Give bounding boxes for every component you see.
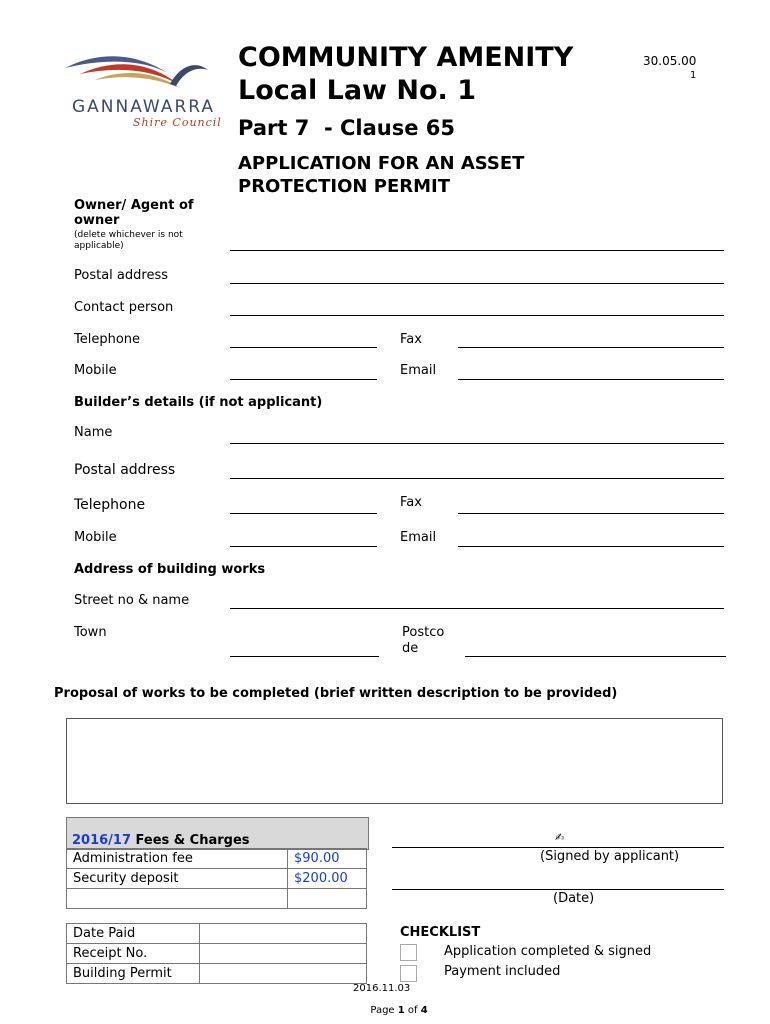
owner-note-line-2: applicable): [74, 241, 124, 251]
works-address-heading: Address of building works: [74, 562, 266, 577]
postcode-line-1: Postco: [402, 625, 445, 640]
reference-number: 1: [690, 70, 697, 81]
works-postcode-label: [402, 625, 444, 657]
page-number: [364, 994, 428, 1016]
receipt-no-field[interactable]: [200, 944, 367, 964]
council-logo: [60, 48, 210, 96]
part-clause: Part 7 - Clause 65: [238, 116, 455, 140]
builder-heading: Builder’s details (if not applicant): [74, 395, 323, 410]
owner-postal-field[interactable]: [230, 283, 724, 284]
date-field[interactable]: [392, 889, 724, 890]
works-town-label: Town: [74, 625, 107, 640]
works-street-label: Street no & name: [74, 593, 190, 608]
title-line-1: COMMUNITY AMENITY: [238, 42, 574, 73]
page-title: [238, 41, 573, 107]
table-row: [67, 889, 367, 909]
owner-heading-line-1: Owner/ Agent of: [74, 198, 194, 213]
builder-mobile-label: Mobile: [74, 530, 117, 545]
table-row: [67, 924, 367, 944]
fee-empty-cell: [67, 889, 288, 909]
table-row: [67, 849, 367, 869]
building-permit-field[interactable]: [200, 964, 367, 984]
builder-telephone-label: Telephone: [74, 497, 146, 513]
builder-postal-field[interactable]: [230, 478, 724, 479]
page-prefix: Page: [370, 1005, 398, 1016]
proposal-heading: Proposal of works to be completed (brief written description to be provided): [54, 686, 618, 701]
owner-contact-label: Contact person: [74, 300, 174, 315]
title-line-2: Local Law No. 1: [238, 75, 476, 106]
receipt-no-label: Receipt No.: [67, 944, 200, 964]
office-use-table: [66, 923, 367, 984]
fee-value: $90.00: [288, 849, 367, 869]
owner-telephone-field[interactable]: [230, 347, 377, 348]
owner-telephone-label: Telephone: [74, 332, 141, 347]
checklist-heading: CHECKLIST: [400, 925, 481, 940]
signature-field[interactable]: [392, 847, 724, 848]
owner-fax-field[interactable]: [458, 347, 724, 348]
owner-note: [74, 230, 183, 252]
fees-year: 2016/17: [72, 833, 132, 848]
fees-heading: [72, 833, 250, 848]
page-of: of: [404, 1005, 421, 1016]
fee-value: $200.00: [288, 869, 367, 889]
checklist-checkbox[interactable]: [400, 944, 417, 961]
owner-mobile-field[interactable]: [230, 379, 377, 380]
subtitle-line-2: PROTECTION PERMIT: [238, 176, 450, 197]
works-postcode-field[interactable]: [465, 656, 726, 657]
builder-fax-label: Fax: [400, 495, 422, 510]
date-paid-label: Date Paid: [67, 924, 200, 944]
checklist-checkbox[interactable]: [400, 965, 417, 982]
owner-postal-label: Postal address: [74, 268, 168, 283]
page-current: 1: [397, 1005, 405, 1016]
footer-date: 2016.11.03: [353, 983, 411, 994]
owner-contact-field[interactable]: [230, 315, 724, 316]
fee-label: Administration fee: [67, 849, 288, 869]
owner-email-label: Email: [400, 363, 437, 378]
owner-name-field[interactable]: [230, 250, 724, 251]
builder-mobile-field[interactable]: [230, 546, 377, 547]
owner-note-line-1: (delete whichever is not: [74, 230, 183, 240]
fee-empty-cell: [288, 889, 367, 909]
works-street-field[interactable]: [230, 608, 724, 609]
postcode-line-2: de: [402, 641, 419, 656]
works-town-field[interactable]: [230, 656, 379, 657]
owner-fax-label: Fax: [400, 332, 422, 347]
builder-email-field[interactable]: [458, 546, 724, 547]
table-row: [67, 869, 367, 889]
date-label: (Date): [553, 891, 595, 906]
builder-name-field[interactable]: [230, 443, 724, 444]
builder-postal-label: Postal address: [74, 462, 176, 478]
fees-title: Fees & Charges: [131, 833, 250, 848]
fee-label: Security deposit: [67, 869, 288, 889]
owner-heading-line-2: owner: [74, 213, 120, 228]
fees-table: [66, 848, 367, 909]
signed-by-label: (Signed by applicant): [540, 849, 680, 864]
owner-heading: [74, 198, 194, 228]
checklist-item: Payment included: [444, 964, 561, 979]
builder-name-label: Name: [74, 425, 113, 440]
builder-fax-field[interactable]: [458, 513, 724, 514]
logo-subtitle: Shire Council: [133, 116, 222, 129]
proposal-textarea[interactable]: [66, 718, 723, 804]
builder-telephone-field[interactable]: [230, 513, 377, 514]
builder-email-label: Email: [400, 530, 437, 545]
date-paid-field[interactable]: [200, 924, 367, 944]
building-permit-label: Building Permit: [67, 964, 200, 984]
table-row: [67, 944, 367, 964]
page-total: 4: [420, 1005, 428, 1016]
reference-code: 30.05.00: [643, 54, 697, 68]
pen-icon: ✍: [555, 831, 565, 844]
table-row: [67, 964, 367, 984]
form-subtitle: [238, 152, 524, 198]
subtitle-line-1: APPLICATION FOR AN ASSET: [238, 153, 525, 174]
owner-email-field[interactable]: [458, 379, 724, 380]
checklist-item: Application completed & signed: [444, 944, 652, 959]
owner-mobile-label: Mobile: [74, 363, 117, 378]
logo-name: GANNAWARRA: [72, 97, 216, 117]
